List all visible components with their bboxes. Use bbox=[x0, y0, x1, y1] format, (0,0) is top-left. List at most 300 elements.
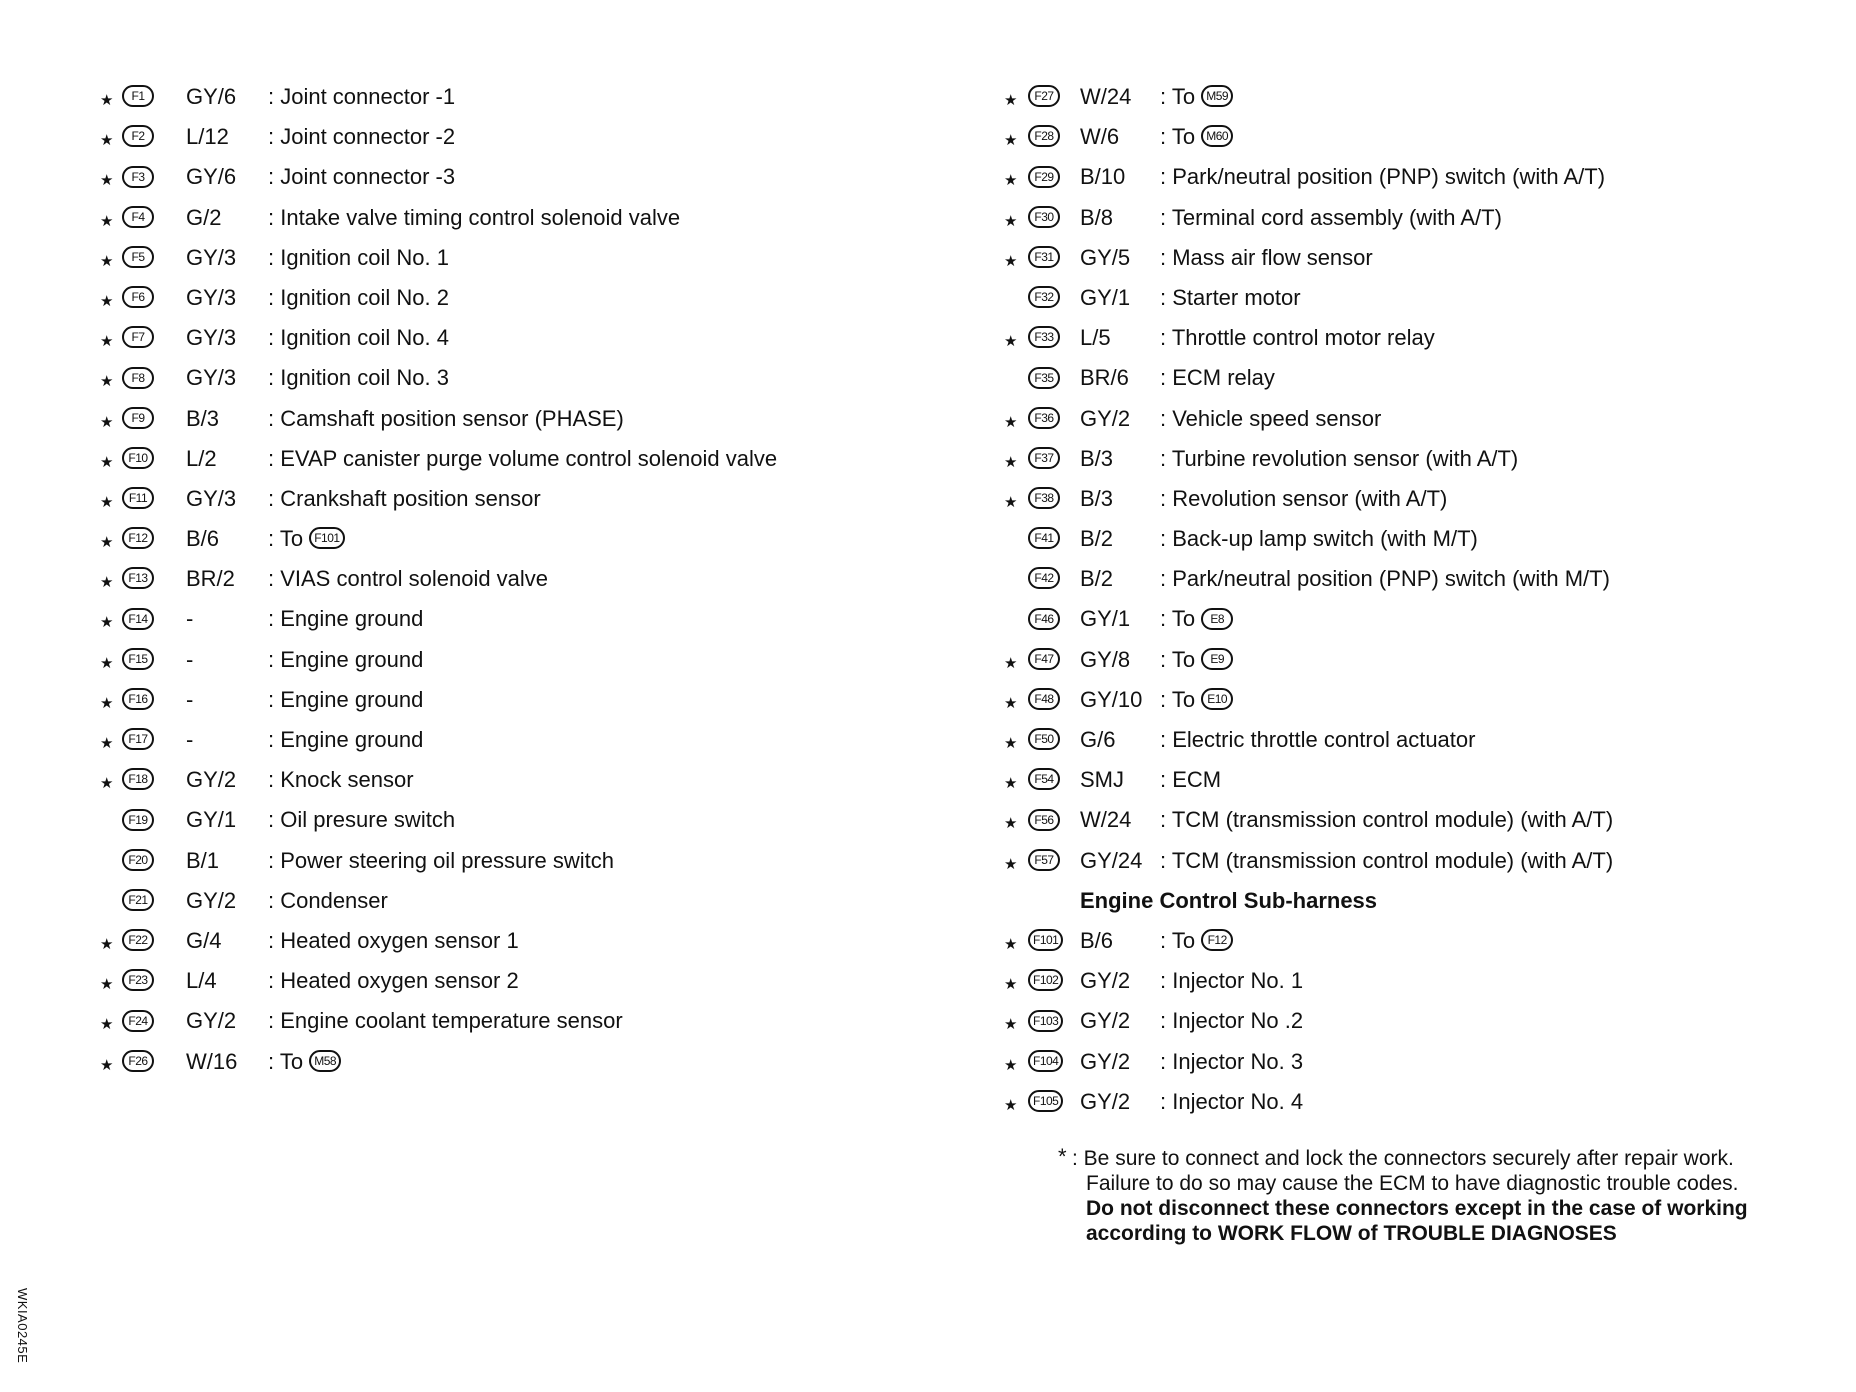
mating-connector-badge: E9 bbox=[1201, 648, 1233, 670]
description-text: : TCM (transmission control module) (with A/T) bbox=[1160, 847, 1614, 873]
lock-required-mark: ★ bbox=[1004, 493, 1018, 511]
connector-description bbox=[268, 124, 455, 150]
connector-color-pins: GY/1 bbox=[1080, 606, 1131, 632]
connector-row bbox=[98, 118, 978, 158]
connector-row bbox=[98, 239, 978, 279]
description-text: : To bbox=[1160, 84, 1196, 109]
connector-row bbox=[1002, 118, 1842, 158]
connector-row bbox=[1002, 239, 1842, 279]
mating-connector-badge: M58 bbox=[309, 1050, 341, 1072]
connector-number-badge bbox=[1028, 486, 1060, 512]
connector-description bbox=[1160, 205, 1502, 231]
connector-number-badge bbox=[1028, 325, 1060, 351]
connector-number-badge bbox=[122, 365, 154, 391]
description-text: : Joint connector -2 bbox=[268, 124, 456, 150]
connector-id: F26 bbox=[122, 1050, 154, 1072]
connector-description bbox=[268, 325, 449, 351]
connector-description bbox=[1160, 1089, 1303, 1115]
connector-number-badge bbox=[1028, 84, 1060, 110]
connector-color-pins: B/6 bbox=[1080, 927, 1114, 953]
connector-number-badge bbox=[1028, 406, 1060, 432]
description-text: : Engine coolant temperature sensor bbox=[268, 1008, 623, 1034]
connector-number-badge bbox=[122, 526, 154, 552]
lock-required-mark: ★ bbox=[1004, 132, 1018, 150]
description-text: : Engine ground bbox=[268, 686, 424, 712]
connector-number-badge bbox=[1028, 1049, 1063, 1075]
connector-description bbox=[1160, 325, 1435, 351]
connector-id: F27 bbox=[1028, 85, 1060, 107]
connector-color-pins: - bbox=[186, 606, 194, 632]
connector-description bbox=[268, 365, 449, 391]
connector-row bbox=[98, 882, 978, 922]
connector-row bbox=[1002, 641, 1842, 681]
lock-required-mark: ★ bbox=[1004, 453, 1018, 471]
connector-id: F102 bbox=[1028, 969, 1063, 991]
description-text: : Vehicle speed sensor bbox=[1160, 405, 1382, 431]
description-text: : To bbox=[1160, 927, 1196, 953]
connector-id: F4 bbox=[122, 206, 154, 228]
connector-description bbox=[268, 1049, 341, 1075]
lock-required-mark: ★ bbox=[1004, 333, 1018, 351]
connector-row bbox=[1002, 761, 1842, 801]
connector-id: F56 bbox=[1028, 809, 1060, 831]
connector-row bbox=[98, 761, 978, 801]
connector-row bbox=[1002, 520, 1842, 560]
description-text: : ECM relay bbox=[1160, 365, 1275, 391]
description-text: : Park/neutral position (PNP) switch (with M/T) bbox=[1160, 566, 1610, 592]
lock-required-mark: ★ bbox=[100, 775, 114, 793]
right-connector-list bbox=[1002, 78, 1842, 1123]
lock-required-mark: ★ bbox=[100, 1056, 114, 1074]
connector-color-pins: G/2 bbox=[186, 204, 222, 230]
mating-connector-badge: M60 bbox=[1201, 125, 1233, 147]
connector-row bbox=[1002, 922, 1842, 962]
connector-color-pins: L/12 bbox=[186, 124, 229, 150]
connector-color-pins: G/6 bbox=[1080, 727, 1116, 752]
connector-number-badge bbox=[1028, 205, 1060, 231]
connector-description bbox=[268, 727, 423, 753]
connector-id: F37 bbox=[1028, 447, 1060, 469]
connector-color-pins: W/16 bbox=[186, 1048, 238, 1074]
connector-description bbox=[268, 446, 777, 472]
lock-required-mark: ★ bbox=[1004, 413, 1018, 431]
connector-color-pins: GY/3 bbox=[186, 325, 237, 351]
lock-required-mark: ★ bbox=[1004, 1096, 1018, 1114]
lock-required-mark: ★ bbox=[100, 373, 114, 391]
connector-id: F7 bbox=[122, 326, 154, 348]
connector-number-badge bbox=[122, 888, 154, 914]
connector-id: F57 bbox=[1028, 849, 1060, 871]
connector-color-pins: GY/3 bbox=[186, 284, 237, 310]
description-text: : EVAP canister purge volume control solenoid valve bbox=[268, 445, 778, 471]
connector-description bbox=[1160, 928, 1233, 954]
connector-id: F54 bbox=[1028, 768, 1060, 790]
connector-id: F104 bbox=[1028, 1050, 1063, 1072]
connector-color-pins: GY/2 bbox=[186, 1008, 237, 1034]
connector-description bbox=[1160, 84, 1233, 110]
connector-number-badge bbox=[122, 1008, 154, 1034]
connector-description bbox=[1160, 406, 1381, 432]
connector-id: F19 bbox=[122, 809, 154, 831]
connector-color-pins: B/2 bbox=[1080, 566, 1114, 592]
lock-required-mark: ★ bbox=[1004, 252, 1018, 270]
connector-number-badge bbox=[122, 84, 154, 110]
description-text: : Ignition coil No. 1 bbox=[268, 244, 449, 270]
connector-description bbox=[1160, 767, 1221, 793]
connector-row bbox=[1002, 721, 1842, 761]
connector-description bbox=[1160, 968, 1303, 994]
connector-row bbox=[98, 600, 978, 640]
description-text: : VIAS control solenoid valve bbox=[268, 566, 549, 592]
connector-id: F10 bbox=[122, 447, 154, 469]
description-text: : Mass air flow sensor bbox=[1160, 244, 1373, 270]
connector-row bbox=[98, 480, 978, 520]
connector-color-pins: GY/3 bbox=[186, 365, 237, 391]
lock-required-mark: ★ bbox=[1004, 212, 1018, 230]
connector-description bbox=[268, 848, 614, 874]
lock-required-mark: ★ bbox=[100, 614, 114, 632]
connector-color-pins: GY/6 bbox=[186, 164, 237, 190]
connector-row bbox=[98, 641, 978, 681]
lock-required-mark: ★ bbox=[1004, 976, 1018, 994]
lock-required-mark: ★ bbox=[100, 694, 114, 712]
connector-description bbox=[1160, 526, 1478, 552]
connector-number-badge bbox=[122, 1049, 154, 1075]
connector-color-pins: GY/2 bbox=[186, 767, 237, 793]
connector-description bbox=[1160, 245, 1373, 271]
description-text: : Turbine revolution sensor (with A/T) bbox=[1160, 445, 1519, 471]
connector-color-pins: L/5 bbox=[1080, 325, 1111, 351]
connector-id: F48 bbox=[1028, 688, 1060, 710]
connector-number-badge bbox=[122, 807, 154, 833]
description-text: : To bbox=[268, 526, 304, 552]
connector-number-badge bbox=[122, 968, 154, 994]
connector-id: F47 bbox=[1028, 648, 1060, 670]
description-text: : Joint connector -3 bbox=[268, 164, 456, 190]
connector-description bbox=[268, 245, 449, 271]
lock-required-mark: ★ bbox=[1004, 654, 1018, 672]
connector-number-badge bbox=[122, 245, 154, 271]
connector-description bbox=[268, 928, 519, 954]
description-text: : To bbox=[1160, 646, 1196, 672]
connector-id: F46 bbox=[1028, 608, 1060, 630]
connector-row bbox=[1002, 1002, 1842, 1042]
connector-row bbox=[98, 319, 978, 359]
lock-required-mark: ★ bbox=[100, 453, 114, 471]
connector-number-badge bbox=[1028, 526, 1060, 552]
connector-id: F101 bbox=[1028, 929, 1063, 951]
connector-row bbox=[1002, 681, 1842, 721]
connector-description bbox=[1160, 124, 1233, 150]
connector-color-pins: GY/1 bbox=[186, 807, 237, 833]
connector-number-badge bbox=[1028, 446, 1060, 472]
connector-id: F9 bbox=[122, 407, 154, 429]
lock-required-mark: ★ bbox=[100, 212, 114, 230]
description-text: : To bbox=[1160, 686, 1196, 712]
subharness-heading bbox=[1002, 882, 1842, 922]
connector-id: F31 bbox=[1028, 246, 1060, 268]
connector-row bbox=[1002, 158, 1842, 198]
connector-description bbox=[1160, 164, 1605, 190]
lock-required-mark: ★ bbox=[1004, 735, 1018, 752]
description-text: : Terminal cord assembly (with A/T) bbox=[1160, 204, 1502, 230]
connector-description bbox=[268, 687, 423, 713]
connector-description bbox=[268, 205, 680, 231]
connector-row bbox=[98, 78, 978, 118]
description-text: : Power steering oil pressure switch bbox=[268, 847, 615, 873]
description-text: : Injector No. 4 bbox=[1160, 1088, 1304, 1114]
connector-number-badge bbox=[1028, 848, 1060, 874]
description-text: : Heated oxygen sensor 2 bbox=[268, 968, 519, 994]
connector-row bbox=[98, 158, 978, 198]
connector-row bbox=[98, 922, 978, 962]
connector-description bbox=[268, 888, 388, 914]
connector-number-badge bbox=[122, 928, 154, 954]
connector-row bbox=[98, 440, 978, 480]
connector-color-pins: GY/2 bbox=[1080, 1048, 1131, 1074]
connector-id: F22 bbox=[122, 929, 154, 951]
connector-number-badge bbox=[122, 205, 154, 231]
connector-id: F50 bbox=[1028, 728, 1060, 750]
connector-row bbox=[1002, 279, 1842, 319]
lock-required-mark: ★ bbox=[100, 735, 114, 752]
connector-id: F42 bbox=[1028, 567, 1060, 589]
connector-id: F20 bbox=[122, 849, 154, 871]
connector-color-pins: W/6 bbox=[1080, 124, 1120, 150]
lock-required-mark: ★ bbox=[100, 976, 114, 994]
connector-id: F28 bbox=[1028, 125, 1060, 147]
note-line-1: : Be sure to connect and lock the connectors securely after repair work. bbox=[1072, 1147, 1734, 1170]
lock-required-mark: ★ bbox=[100, 292, 114, 310]
connector-row bbox=[98, 560, 978, 600]
description-text: : Camshaft position sensor (PHASE) bbox=[268, 405, 624, 431]
connector-id: F24 bbox=[122, 1010, 154, 1032]
connector-description bbox=[268, 566, 548, 592]
connector-id: F16 bbox=[122, 688, 154, 710]
connector-number-badge bbox=[1028, 124, 1060, 150]
description-text: : Ignition coil No. 4 bbox=[268, 325, 449, 351]
description-text: : TCM (transmission control module) (with A/T) bbox=[1160, 807, 1614, 833]
connector-id: F5 bbox=[122, 246, 154, 268]
connector-color-pins: GY/24 bbox=[1080, 847, 1143, 873]
connector-color-pins: SMJ bbox=[1080, 767, 1124, 793]
connector-description bbox=[268, 1008, 623, 1034]
connector-row bbox=[1002, 78, 1842, 118]
description-text: : Engine ground bbox=[268, 646, 424, 672]
connector-row bbox=[1002, 1083, 1842, 1123]
connector-color-pins: GY/2 bbox=[186, 887, 237, 913]
connector-number-badge bbox=[1028, 285, 1060, 311]
lock-required-mark: ★ bbox=[1004, 172, 1018, 190]
connector-description bbox=[1160, 727, 1475, 753]
connector-number-badge bbox=[1028, 245, 1060, 271]
connector-id: F2 bbox=[122, 125, 154, 147]
connector-row bbox=[98, 681, 978, 721]
connector-number-badge bbox=[122, 325, 154, 351]
connector-row bbox=[98, 520, 978, 560]
connector-color-pins: GY/10 bbox=[1080, 686, 1143, 712]
connector-id: F11 bbox=[122, 487, 154, 509]
connector-number-badge bbox=[122, 124, 154, 150]
connector-number-badge bbox=[1028, 727, 1060, 753]
description-text: : Intake valve timing control solenoid valve bbox=[268, 204, 681, 230]
connector-description bbox=[268, 406, 624, 432]
lock-required-mark: ★ bbox=[100, 92, 114, 109]
connector-id: F3 bbox=[122, 166, 154, 188]
connector-row bbox=[1002, 1043, 1842, 1083]
lock-required-mark: ★ bbox=[100, 654, 114, 672]
note-line-4: according to WORK FLOW of TROUBLE DIAGNOSES bbox=[1086, 1222, 1617, 1245]
description-text: : Injector No. 3 bbox=[1160, 1048, 1304, 1074]
description-text: : Knock sensor bbox=[268, 767, 414, 793]
connector-description bbox=[1160, 566, 1610, 592]
connector-row bbox=[98, 1002, 978, 1042]
connector-id: F15 bbox=[122, 648, 154, 670]
connector-number-badge bbox=[1028, 566, 1060, 592]
lock-required-mark: ★ bbox=[100, 333, 114, 351]
connector-color-pins: B/8 bbox=[1080, 204, 1114, 230]
connector-number-badge bbox=[122, 285, 154, 311]
connector-number-badge bbox=[1028, 164, 1060, 190]
lock-required-mark: ★ bbox=[100, 1016, 114, 1034]
connector-color-pins: B/6 bbox=[186, 526, 220, 552]
connector-row bbox=[98, 721, 978, 761]
connector-id: F30 bbox=[1028, 206, 1060, 228]
connector-id: F36 bbox=[1028, 407, 1060, 429]
connector-number-badge bbox=[1028, 928, 1063, 954]
description-text: : Joint connector -1 bbox=[268, 84, 456, 109]
connector-color-pins: W/24 bbox=[1080, 84, 1132, 109]
connector-row bbox=[1002, 359, 1842, 399]
connector-id: F41 bbox=[1028, 527, 1060, 549]
note-line-2: Failure to do so may cause the ECM to have diagnostic trouble codes. bbox=[1086, 1172, 1739, 1195]
connector-row bbox=[98, 1043, 978, 1083]
connector-row bbox=[1002, 962, 1842, 1002]
connector-color-pins: GY/5 bbox=[1080, 244, 1131, 270]
lock-required-mark: ★ bbox=[1004, 815, 1018, 833]
connector-color-pins: B/3 bbox=[1080, 445, 1114, 471]
lock-required-mark: ★ bbox=[100, 252, 114, 270]
connector-description bbox=[1160, 446, 1518, 472]
description-text: : Ignition coil No. 2 bbox=[268, 284, 449, 310]
connector-id: F17 bbox=[122, 728, 154, 750]
note-line-3: Do not disconnect these connectors except in the case of working bbox=[1086, 1197, 1748, 1220]
connector-row bbox=[1002, 801, 1842, 841]
connector-id: F12 bbox=[122, 527, 154, 549]
connector-row bbox=[1002, 400, 1842, 440]
connector-description bbox=[268, 968, 519, 994]
connector-number-badge bbox=[1028, 767, 1060, 793]
connector-row bbox=[1002, 199, 1842, 239]
description-text: : Electric throttle control actuator bbox=[1160, 727, 1476, 752]
connector-number-badge bbox=[122, 486, 154, 512]
connector-color-pins: GY/2 bbox=[1080, 1088, 1131, 1114]
description-text: : ECM bbox=[1160, 767, 1222, 793]
lock-required-mark: ★ bbox=[1004, 1016, 1018, 1034]
figure-code: WKIA0245E bbox=[15, 1288, 30, 1364]
description-text: : To bbox=[268, 1048, 304, 1074]
description-text: : Revolution sensor (with A/T) bbox=[1160, 485, 1448, 511]
lock-required-mark: ★ bbox=[100, 574, 114, 592]
lock-required-mark: ★ bbox=[100, 413, 114, 431]
connector-row bbox=[98, 279, 978, 319]
description-text: : Crankshaft position sensor bbox=[268, 485, 541, 511]
connector-color-pins: B/10 bbox=[1080, 164, 1126, 190]
connector-id: F21 bbox=[122, 889, 154, 911]
connector-id: F6 bbox=[122, 286, 154, 308]
connector-id: F18 bbox=[122, 768, 154, 790]
connector-row bbox=[98, 801, 978, 841]
connector-row bbox=[98, 842, 978, 882]
connector-id: F35 bbox=[1028, 367, 1060, 389]
connector-id: F1 bbox=[122, 85, 154, 107]
connector-row bbox=[98, 962, 978, 1002]
connector-id: F23 bbox=[122, 969, 154, 991]
connector-number-badge bbox=[1028, 606, 1060, 632]
lock-required-mark: ★ bbox=[1004, 855, 1018, 873]
connector-color-pins: B/3 bbox=[1080, 485, 1114, 511]
lock-required-mark: ★ bbox=[1004, 694, 1018, 712]
connector-id: F105 bbox=[1028, 1090, 1063, 1112]
connector-color-pins: - bbox=[186, 686, 194, 712]
connector-id: F29 bbox=[1028, 166, 1060, 188]
connector-number-badge bbox=[122, 687, 154, 713]
connector-description bbox=[1160, 606, 1233, 632]
connector-description bbox=[268, 526, 345, 552]
connector-description bbox=[268, 807, 455, 833]
lock-required-mark: ★ bbox=[100, 935, 114, 953]
connector-description bbox=[1160, 807, 1613, 833]
description-text: : Throttle control motor relay bbox=[1160, 325, 1435, 351]
connector-description bbox=[1160, 687, 1233, 713]
connector-row bbox=[1002, 480, 1842, 520]
connector-row bbox=[1002, 842, 1842, 882]
connector-color-pins: GY/2 bbox=[1080, 1008, 1131, 1034]
description-text: : Ignition coil No. 3 bbox=[268, 365, 449, 391]
connector-description bbox=[268, 285, 449, 311]
connector-row bbox=[98, 359, 978, 399]
subharness-heading-text: Engine Control Sub-harness bbox=[1080, 887, 1378, 913]
connector-number-badge bbox=[122, 727, 154, 753]
connector-row bbox=[1002, 440, 1842, 480]
connector-color-pins: GY/6 bbox=[186, 84, 237, 109]
connector-color-pins: B/3 bbox=[186, 405, 220, 431]
connector-number-badge bbox=[1028, 647, 1060, 673]
connector-description bbox=[268, 647, 423, 673]
lock-required-mark: ★ bbox=[1004, 92, 1018, 109]
description-text: : Starter motor bbox=[1160, 284, 1301, 310]
connector-color-pins: GY/1 bbox=[1080, 284, 1131, 310]
connector-id: F32 bbox=[1028, 286, 1060, 308]
description-text: : Heated oxygen sensor 1 bbox=[268, 927, 519, 953]
connector-description bbox=[1160, 1008, 1303, 1034]
connector-number-badge bbox=[1028, 1089, 1063, 1115]
connector-color-pins: B/2 bbox=[1080, 526, 1114, 552]
description-text: : To bbox=[1160, 124, 1196, 150]
connector-id: F38 bbox=[1028, 487, 1060, 509]
connector-row bbox=[98, 400, 978, 440]
mating-connector-badge: E8 bbox=[1201, 608, 1233, 630]
connector-number-badge bbox=[122, 164, 154, 190]
caution-note bbox=[1058, 1144, 1852, 1246]
connector-row bbox=[1002, 560, 1842, 600]
connector-color-pins: L/4 bbox=[186, 968, 217, 994]
connector-color-pins: W/24 bbox=[1080, 807, 1132, 833]
connector-id: F14 bbox=[122, 608, 154, 630]
connector-description bbox=[268, 606, 423, 632]
description-text: : Injector No. 1 bbox=[1160, 968, 1304, 994]
connector-number-badge bbox=[1028, 687, 1060, 713]
